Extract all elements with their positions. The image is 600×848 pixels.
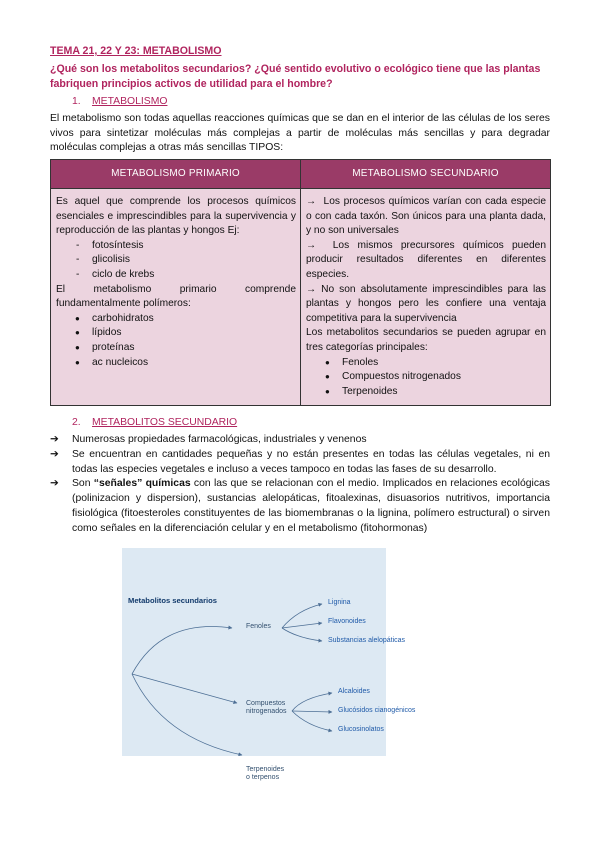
section-1-title: METABOLISMO: [92, 96, 168, 108]
document-page: [50, 44, 550, 536]
diagram-node-alelopaticas: Substancias alelopáticas: [328, 637, 406, 644]
list-item: ● proteínas: [56, 341, 296, 356]
primary-description: Es aquel que comprende los procesos químicos esenciales e imprescindibles para la supervivencia y reproducción de las plantas y hongos Ej:: [56, 196, 296, 237]
list-item: ● lípidos: [56, 326, 296, 341]
secondary-groups-intro: Los metabolitos secundarios se pueden agrupar en tres categorías principales:: [306, 327, 546, 353]
secondary-categories-list: [306, 356, 546, 400]
diagram-node-cianogenicos: Glucósidos cianogénicos: [338, 707, 416, 714]
list-item: - ciclo de krebs: [56, 268, 296, 283]
bold-phrase: “señales” químicas: [93, 478, 191, 490]
branch-terpenoides: [132, 674, 242, 755]
diagram-node-compuestos: Compuestos nitrogenados: [246, 700, 287, 716]
list-item: ● ac nucleicos: [56, 356, 296, 371]
table-cell-secondary: [301, 189, 551, 406]
primary-examples-list: [56, 239, 296, 283]
table-header-secondary: METABOLISMO SECUNDARIO: [301, 160, 551, 189]
secondary-metabolites-diagram: [122, 548, 416, 782]
branch-alcaloides: [292, 693, 332, 711]
section-1-number: 1.: [72, 96, 81, 108]
right-arrow-icon: →: [306, 283, 322, 295]
arrow-bullet-icon: ➔: [50, 478, 59, 490]
metabolism-table: [50, 159, 551, 406]
page-title: TEMA 21, 22 Y 23: METABOLISMO: [50, 45, 222, 57]
section-2-title: METABOLITOS SECUNDARIO: [92, 417, 238, 429]
secondary-point: → No son absolutamente imprescindibles para las plantas y hongos pero les confiere una ventaja competitiva para la supervivencia: [306, 283, 546, 324]
secondary-point: → Los mismos precursores químicos pueden producir resultados diferentes en diferentes especies.: [306, 239, 546, 281]
branch-flavonoides: [282, 623, 322, 628]
section-1-intro: El metabolismo son todas aquellas reacciones químicas que se dan en el interior de las células de los seres vivos para sintetizar moléculas más complejas a partir de moléculas más sencillas y para degradar moléculas complejas a otras más sencillas TIPOS:: [50, 112, 550, 154]
branch-compuestos: [132, 674, 237, 703]
branch-lignina: [282, 604, 322, 628]
right-arrow-icon: →: [306, 239, 333, 251]
diagram-node-flavonoides: Flavonoides: [328, 618, 366, 625]
list-item: ● Terpenoides: [306, 385, 546, 400]
diagram-node-alcaloides: Alcaloides: [338, 688, 370, 695]
table-header-primary: METABOLISMO PRIMARIO: [51, 160, 301, 189]
branch-fenoles: [132, 626, 232, 674]
table-cell-primary: [51, 189, 301, 406]
arrow-bullet-icon: ➔: [50, 434, 59, 446]
list-item: - fotosíntesis: [56, 239, 296, 254]
list-item: ● Compuestos nitrogenados: [306, 370, 546, 385]
list-item: ● Fenoles: [306, 356, 546, 371]
right-arrow-icon: →: [306, 196, 324, 208]
secondary-point: → Los procesos químicos varían con cada especie o con cada taxón. Son únicos para una planta dada, y no son universales: [306, 196, 546, 237]
guiding-question: ¿Qué son los metabolitos secundarios? ¿Qué sentido evolutivo o ecológico tiene que las plantas fabriquen principios activos de utilidad para el hombre?: [50, 63, 541, 91]
section-2-number: 2.: [72, 417, 81, 429]
section-2-bullets: [50, 433, 550, 536]
diagram-title: Metabolitos secundarios: [128, 596, 218, 605]
branch-cianogenicos: [292, 711, 332, 712]
list-item: ➔ Numerosas propiedades farmacológicas, industriales y venenos: [50, 433, 550, 448]
arrow-bullet-icon: ➔: [50, 448, 59, 460]
primary-polymers-list: [56, 312, 296, 370]
list-item: ➔ Son “señales” químicas con las que se relacionan con el medio. Implicados en relaciones ecológicas (polinizacion y dispersion), sustancias alelopáticas, fitoalexinas, disuasorios nutritivos, importancia fisiológica (fitoesteroles constituyentes de las biomembranas o la lignina, polímero estructural) o sirven como señales en la diferenciación celular y en el metabolismo (fitohormonas): [50, 478, 550, 534]
branch-glucosinolatos: [292, 711, 332, 731]
list-item: - glicolisis: [56, 253, 296, 268]
branch-alelopaticas: [282, 628, 322, 641]
diagram-node-lignina: Lignina: [328, 599, 351, 606]
diagram-node-terpenoides: Terpenoides o terpenos: [246, 766, 285, 782]
diagram-node-glucosinolatos: Glucosinolatos: [338, 726, 384, 733]
diagram-connectors: [122, 548, 386, 756]
section-1-heading: [72, 95, 550, 110]
section-2-heading: [72, 416, 550, 431]
primary-polymers-intro: El metabolismo primario comprende fundamentalmente polímeros:: [56, 283, 296, 310]
diagram-node-fenoles: Fenoles: [246, 623, 271, 630]
list-item: ● carbohidratos: [56, 312, 296, 327]
list-item: ➔ Se encuentran en cantidades pequeñas y no están presentes en todas las células vegetales, ni en todas las especies vegetales e incluso a veces tampoco en todas las fases de su desarrollo.: [50, 448, 550, 475]
